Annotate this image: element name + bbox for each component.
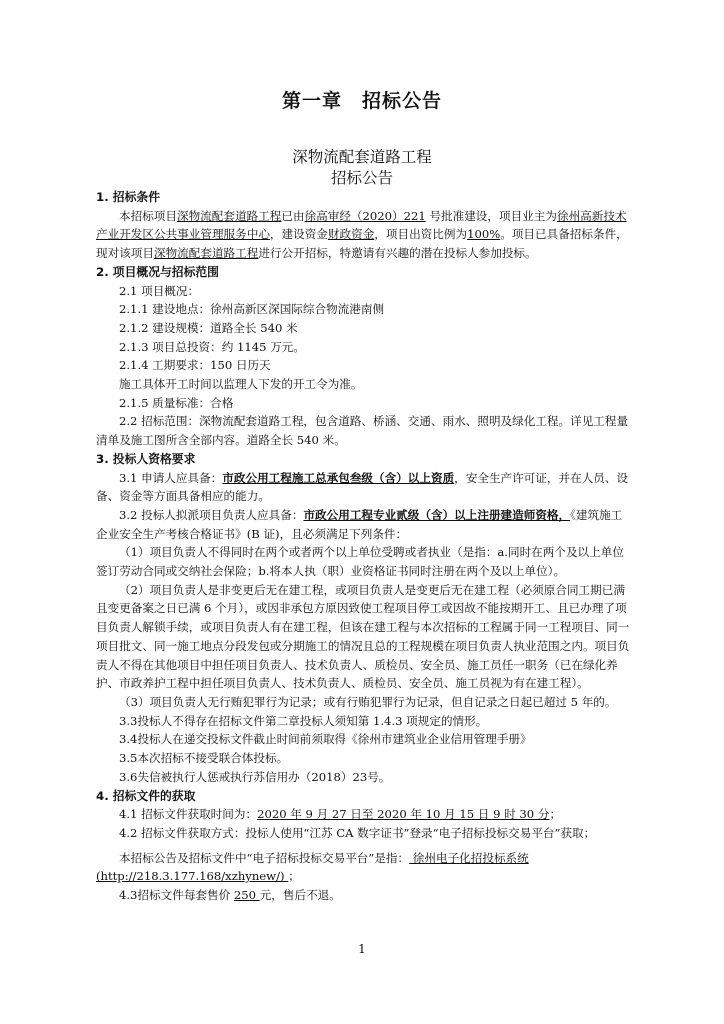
section-4-heading: 4. 招标文件的获取 <box>96 788 196 803</box>
page-number: 1 <box>358 942 366 956</box>
start-time-line: 施工具体开工时间以监理人下发的开工令为准。 <box>119 377 363 392</box>
notice-body <box>96 188 632 905</box>
requirement-3-4: 3.4投标人在递交投标文件截止时间前须取得《徐州市建筑业企业信用管理手册》 <box>119 732 532 747</box>
condition-1: （1）项目负责人不得同时在两个或者两个以上单位受聘或者执业（是指：a.同时在两个及以上单位签订劳动合同或交纳社会保险；b.将本人执（职）业资格证书同时注册在两个及以上单位）。 <box>96 545 624 579</box>
project-name: 深物流配套道路工程 <box>292 148 432 166</box>
acquisition-time-line: 4.1 招标文件获取时间为：2020 年 9 月 27 日至 2020 年 10 月 15 日 9 时 30 分； <box>119 807 562 822</box>
acquisition-method-line: 4.2 招标文件获取方式：投标人使用“江苏 CA 数字证书”登录“电子招标投标交易平台”获取； <box>119 825 596 840</box>
scale-line: 2.1.2 建设规模：道路全长 540 米 <box>119 320 298 335</box>
location-line: 2.1.1 建设地点：徐州高新区深国际综合物流港南侧 <box>119 302 385 317</box>
project-manager-paragraph: 3.2 投标人拟派项目负责人应具备：市政公用工程专业贰级（含）以上注册建造师资格，《建筑施工企业安全生产考核合格证书》(B 证)，且必须满足下列条件： <box>96 507 623 541</box>
condition-3: （3）项目负责人无行贿犯罪行为记录；或有行贿犯罪行为记录，但自记录之日起已超过 5 年的。 <box>119 694 617 709</box>
chapter-title: 第一章 招标公告 <box>281 90 442 112</box>
overview-label: 2.1 项目概况： <box>119 283 200 298</box>
scope-line: 2.2 招标范围：深物流配套道路工程，包含道路、桥涵、交通、雨水、照明及绿化工程。详见工程量清单及施工图所含全部内容。道路全长 540 米。 <box>96 414 629 448</box>
investment-line: 2.1.3 项目总投资：约 1145 万元。 <box>119 339 305 354</box>
platform-link[interactable]: 徐州电子化招投标系统 (http://218.3.177.168/xzhynew/) <box>96 850 529 884</box>
qualification-paragraph: 3.1 申请人应具备：市政公用工程施工总承包叁级（含）以上资质，安全生产许可证，并在人员、设备、资金等方面具备相应的能力。 <box>96 470 629 504</box>
section-3-heading: 3. 投标人资格要求 <box>96 451 196 466</box>
condition-2: （2）项目负责人是非变更后无在建工程，或项目负责人是变更后无在建工程（必须原合同工期已满且变更备案之日已满 6 个月），或因非承包方原因致使工程项目停工或因故不能按期开工、且已办理了项目负责人解锁手续，或项目负责人有在建工程，但该在建工程与本次招标的工程属于同一工程项目、同一项目批文、同一施工地点分段发包或分期施工的情况且总的工程规模在项目负责人执业范围之内。项目负责人不得在其他项目中担任项目负责人、技术负责人、质检员、安全员、施工员任一职务（已在绿化养护、市政养护工程中担任项目负责人、技术负责人、质检员、安全员、施工员视为有在建工程）。 <box>96 582 630 691</box>
requirement-3-3: 3.3投标人不得存在招标文件第二章投标人须知第 1.4.3 项规定的情形。 <box>119 713 488 728</box>
duration-line: 2.1.4 工期要求：150 日历天 <box>119 358 271 373</box>
quality-line: 2.1.5 质量标准：合格 <box>119 395 234 410</box>
section-1-paragraph: 本招标项目深物流配套道路工程已由徐高审经（2020）221 号批准建设，项目业主为徐州高新技术产业开发区公共事业管理服务中心，建设资金财政资金，项目出资比例为100%。项目已具备招标条件，现对该项目深物流配套道路工程进行公开招标，特邀请有兴趣的潜在投标人参加投标。 <box>96 208 628 261</box>
requirement-3-5: 3.5本次招标不接受联合体投标。 <box>119 751 289 766</box>
section-1-heading: 1. 招标条件 <box>96 190 160 204</box>
platform-line: 本招标公告及招标文件中“电子招标投标交易平台”是指： 徐州电子化招投标系统 (http://218.3.177.168/xzhynew/) ； <box>96 850 529 884</box>
notice-title: 招标公告 <box>330 169 393 187</box>
requirement-3-6: 3.6失信被执行人惩戒执行苏信用办（2018）23号。 <box>119 769 391 784</box>
section-2-heading: 2. 项目概况与招标范围 <box>96 264 219 279</box>
price-line: 4.3招标文件每套售价 250 元，售后不退。 <box>119 888 341 903</box>
